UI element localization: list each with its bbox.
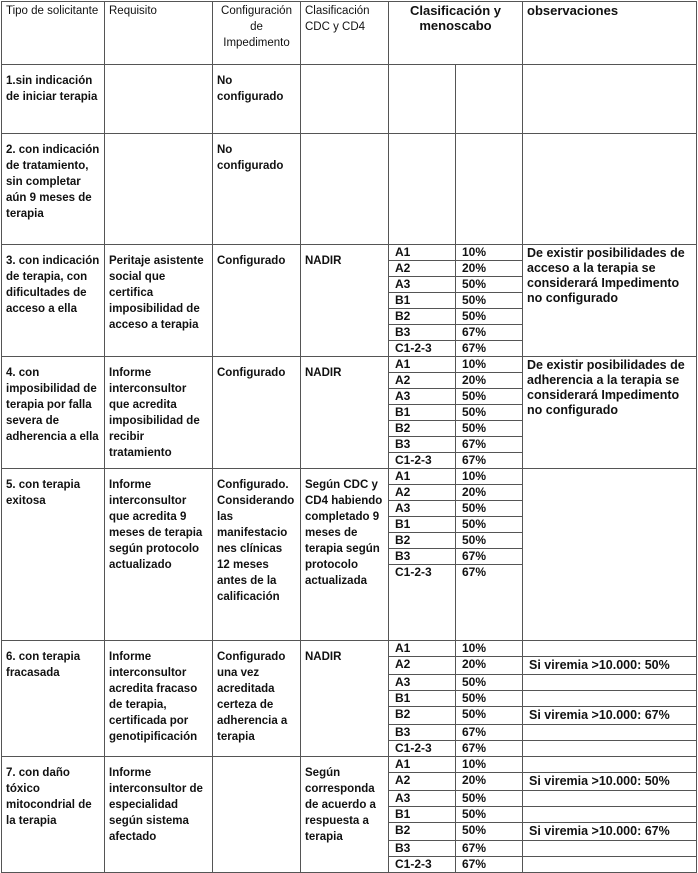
- tipo-cell: 5. con terapia exitosa: [2, 469, 105, 641]
- requisito-cell: Informe interconsultor que acredita 9 meses de terapia según protocolo actualizado: [105, 469, 213, 641]
- observaciones-cell: De existir posibilidades de adherencia a la terapia se considerará Impedimento no configurado: [523, 357, 697, 469]
- percent-cell: 20%: [456, 261, 523, 277]
- observaciones-cell: Si viremia >10.000: 50%: [523, 657, 697, 675]
- grade-cell: B1: [389, 807, 456, 823]
- percent-cell: 67%: [456, 437, 523, 453]
- percent-cell: 50%: [456, 517, 523, 533]
- percent-cell: 67%: [456, 453, 523, 469]
- grade-cell: B2: [389, 533, 456, 549]
- grade-cell: A1: [389, 245, 456, 261]
- config-cell: No configurado: [213, 134, 301, 245]
- requisito-cell: Peritaje asistente social que certifica imposibilidad de acceso a terapia: [105, 245, 213, 357]
- percent-cell: 20%: [456, 373, 523, 389]
- grade-cell: C1-2-3: [389, 341, 456, 357]
- percent-cell: 50%: [456, 309, 523, 325]
- grade-cell: A2: [389, 773, 456, 791]
- observaciones-cell: Si viremia >10.000: 67%: [523, 707, 697, 725]
- grade-cell: B3: [389, 437, 456, 453]
- percent-cell: 50%: [456, 293, 523, 309]
- percent-cell: 67%: [456, 549, 523, 565]
- percent-cell: 50%: [456, 533, 523, 549]
- grade-cell: A2: [389, 657, 456, 675]
- percent-cell: 50%: [456, 691, 523, 707]
- percent-cell: 67%: [456, 741, 523, 757]
- grade-cell: [389, 134, 456, 245]
- config-cell: [213, 757, 301, 873]
- grade-cell: B3: [389, 841, 456, 857]
- observaciones-cell: [523, 841, 697, 857]
- grade-cell: C1-2-3: [389, 857, 456, 873]
- requisito-cell: Informe interconsultor que acredita imposibilidad de recibir tratamiento: [105, 357, 213, 469]
- grade-cell: A1: [389, 641, 456, 657]
- observaciones-cell: [523, 857, 697, 873]
- tipo-cell: 1.sin indicación de iniciar terapia: [2, 65, 105, 134]
- grade-cell: C1-2-3: [389, 565, 456, 641]
- grade-cell: B3: [389, 325, 456, 341]
- percent-cell: 10%: [456, 757, 523, 773]
- config-cell: No configurado: [213, 65, 301, 134]
- header-tipo: Tipo de solicitante: [2, 2, 105, 65]
- grade-cell: A3: [389, 791, 456, 807]
- config-cell: Configurado. Considerando las manifestacio nes clínicas 12 meses antes de la calificación: [213, 469, 301, 641]
- percent-cell: 10%: [456, 357, 523, 373]
- header-configuracion: Configuración de Impedimento: [213, 2, 301, 65]
- grade-cell: C1-2-3: [389, 741, 456, 757]
- cdc-cell: NADIR: [301, 245, 389, 357]
- grade-row: [2, 357, 697, 373]
- header-observaciones: observaciones: [523, 2, 697, 65]
- observaciones-cell: [523, 741, 697, 757]
- requisito-cell: Informe interconsultor de especialidad según sistema afectado: [105, 757, 213, 873]
- percent-cell: 67%: [456, 841, 523, 857]
- tipo-cell: 6. con terapia fracasada: [2, 641, 105, 757]
- grade-cell: B2: [389, 707, 456, 725]
- percent-cell: [456, 65, 523, 134]
- grade-row: [2, 469, 697, 485]
- grade-cell: B1: [389, 405, 456, 421]
- percent-cell: 67%: [456, 857, 523, 873]
- config-cell: Configurado: [213, 357, 301, 469]
- grade-cell: A2: [389, 373, 456, 389]
- requisito-cell: [105, 65, 213, 134]
- grade-cell: B2: [389, 823, 456, 841]
- grade-cell: B2: [389, 309, 456, 325]
- grade-cell: [389, 65, 456, 134]
- header-requisito: Requisito: [105, 2, 213, 65]
- percent-cell: 20%: [456, 485, 523, 501]
- percent-cell: 50%: [456, 791, 523, 807]
- percent-cell: 50%: [456, 421, 523, 437]
- impairment-table: [1, 1, 697, 873]
- grade-row: [2, 245, 697, 261]
- table-row: [2, 134, 697, 245]
- observaciones-cell: [523, 641, 697, 657]
- grade-cell: A2: [389, 261, 456, 277]
- grade-cell: A1: [389, 757, 456, 773]
- percent-cell: 20%: [456, 773, 523, 791]
- requisito-cell: [105, 134, 213, 245]
- percent-cell: 50%: [456, 405, 523, 421]
- tipo-cell: 4. con imposibilidad de terapia por falla severa de adherencia a ella: [2, 357, 105, 469]
- percent-cell: 50%: [456, 675, 523, 691]
- grade-cell: A1: [389, 357, 456, 373]
- observaciones-cell: [523, 807, 697, 823]
- grade-row: [2, 757, 697, 773]
- observaciones-cell: [523, 725, 697, 741]
- percent-cell: 10%: [456, 245, 523, 261]
- cdc-cell: NADIR: [301, 357, 389, 469]
- grade-cell: B1: [389, 691, 456, 707]
- percent-cell: [456, 134, 523, 245]
- cdc-cell: Según CDC y CD4 habiendo completado 9 meses de terapia según protocolo actualizada: [301, 469, 389, 641]
- observaciones-cell: De existir posibilidades de acceso a la terapia se considerará Impedimento no configurado: [523, 245, 697, 357]
- observaciones-cell: [523, 675, 697, 691]
- observaciones-cell: [523, 65, 697, 134]
- grade-cell: A3: [389, 389, 456, 405]
- grade-cell: A3: [389, 501, 456, 517]
- percent-cell: 50%: [456, 501, 523, 517]
- cdc-cell: [301, 65, 389, 134]
- cdc-cell: Según corresponda de acuerdo a respuesta a terapia: [301, 757, 389, 873]
- grade-cell: A2: [389, 485, 456, 501]
- percent-cell: 10%: [456, 641, 523, 657]
- percent-cell: 67%: [456, 725, 523, 741]
- percent-cell: 67%: [456, 565, 523, 641]
- grade-cell: A3: [389, 675, 456, 691]
- percent-cell: 10%: [456, 469, 523, 485]
- grade-cell: B2: [389, 421, 456, 437]
- observaciones-cell: [523, 469, 697, 641]
- config-cell: Configurado una vez acreditada certeza de adherencia a terapia: [213, 641, 301, 757]
- percent-cell: 20%: [456, 657, 523, 675]
- grade-row: [2, 641, 697, 657]
- observaciones-cell: [523, 757, 697, 773]
- tipo-cell: 7. con daño tóxico mitocondrial de la terapia: [2, 757, 105, 873]
- cdc-cell: NADIR: [301, 641, 389, 757]
- tipo-cell: 2. con indicación de tratamiento, sin completar aún 9 meses de terapia: [2, 134, 105, 245]
- header-clasificacion-menoscabo: Clasificación y menoscabo: [389, 2, 523, 65]
- tipo-cell: 3. con indicación de terapia, con dificultades de acceso a ella: [2, 245, 105, 357]
- percent-cell: 50%: [456, 389, 523, 405]
- observaciones-cell: [523, 134, 697, 245]
- grade-cell: B3: [389, 549, 456, 565]
- percent-cell: 50%: [456, 823, 523, 841]
- grade-cell: B3: [389, 725, 456, 741]
- grade-cell: A3: [389, 277, 456, 293]
- grade-cell: C1-2-3: [389, 453, 456, 469]
- percent-cell: 67%: [456, 325, 523, 341]
- grade-cell: B1: [389, 517, 456, 533]
- config-cell: Configurado: [213, 245, 301, 357]
- percent-cell: 50%: [456, 277, 523, 293]
- header-clasificacion-cdc: Clasificación CDC y CD4: [301, 2, 389, 65]
- observaciones-cell: [523, 791, 697, 807]
- percent-cell: 50%: [456, 807, 523, 823]
- grade-cell: B1: [389, 293, 456, 309]
- percent-cell: 67%: [456, 341, 523, 357]
- observaciones-cell: Si viremia >10.000: 50%: [523, 773, 697, 791]
- table-row: [2, 65, 697, 134]
- grade-cell: A1: [389, 469, 456, 485]
- observaciones-cell: [523, 691, 697, 707]
- percent-cell: 50%: [456, 707, 523, 725]
- requisito-cell: Informe interconsultor acredita fracaso de terapia, certificada por genotipificación: [105, 641, 213, 757]
- observaciones-cell: Si viremia >10.000: 67%: [523, 823, 697, 841]
- header-row: [2, 2, 697, 65]
- cdc-cell: [301, 134, 389, 245]
